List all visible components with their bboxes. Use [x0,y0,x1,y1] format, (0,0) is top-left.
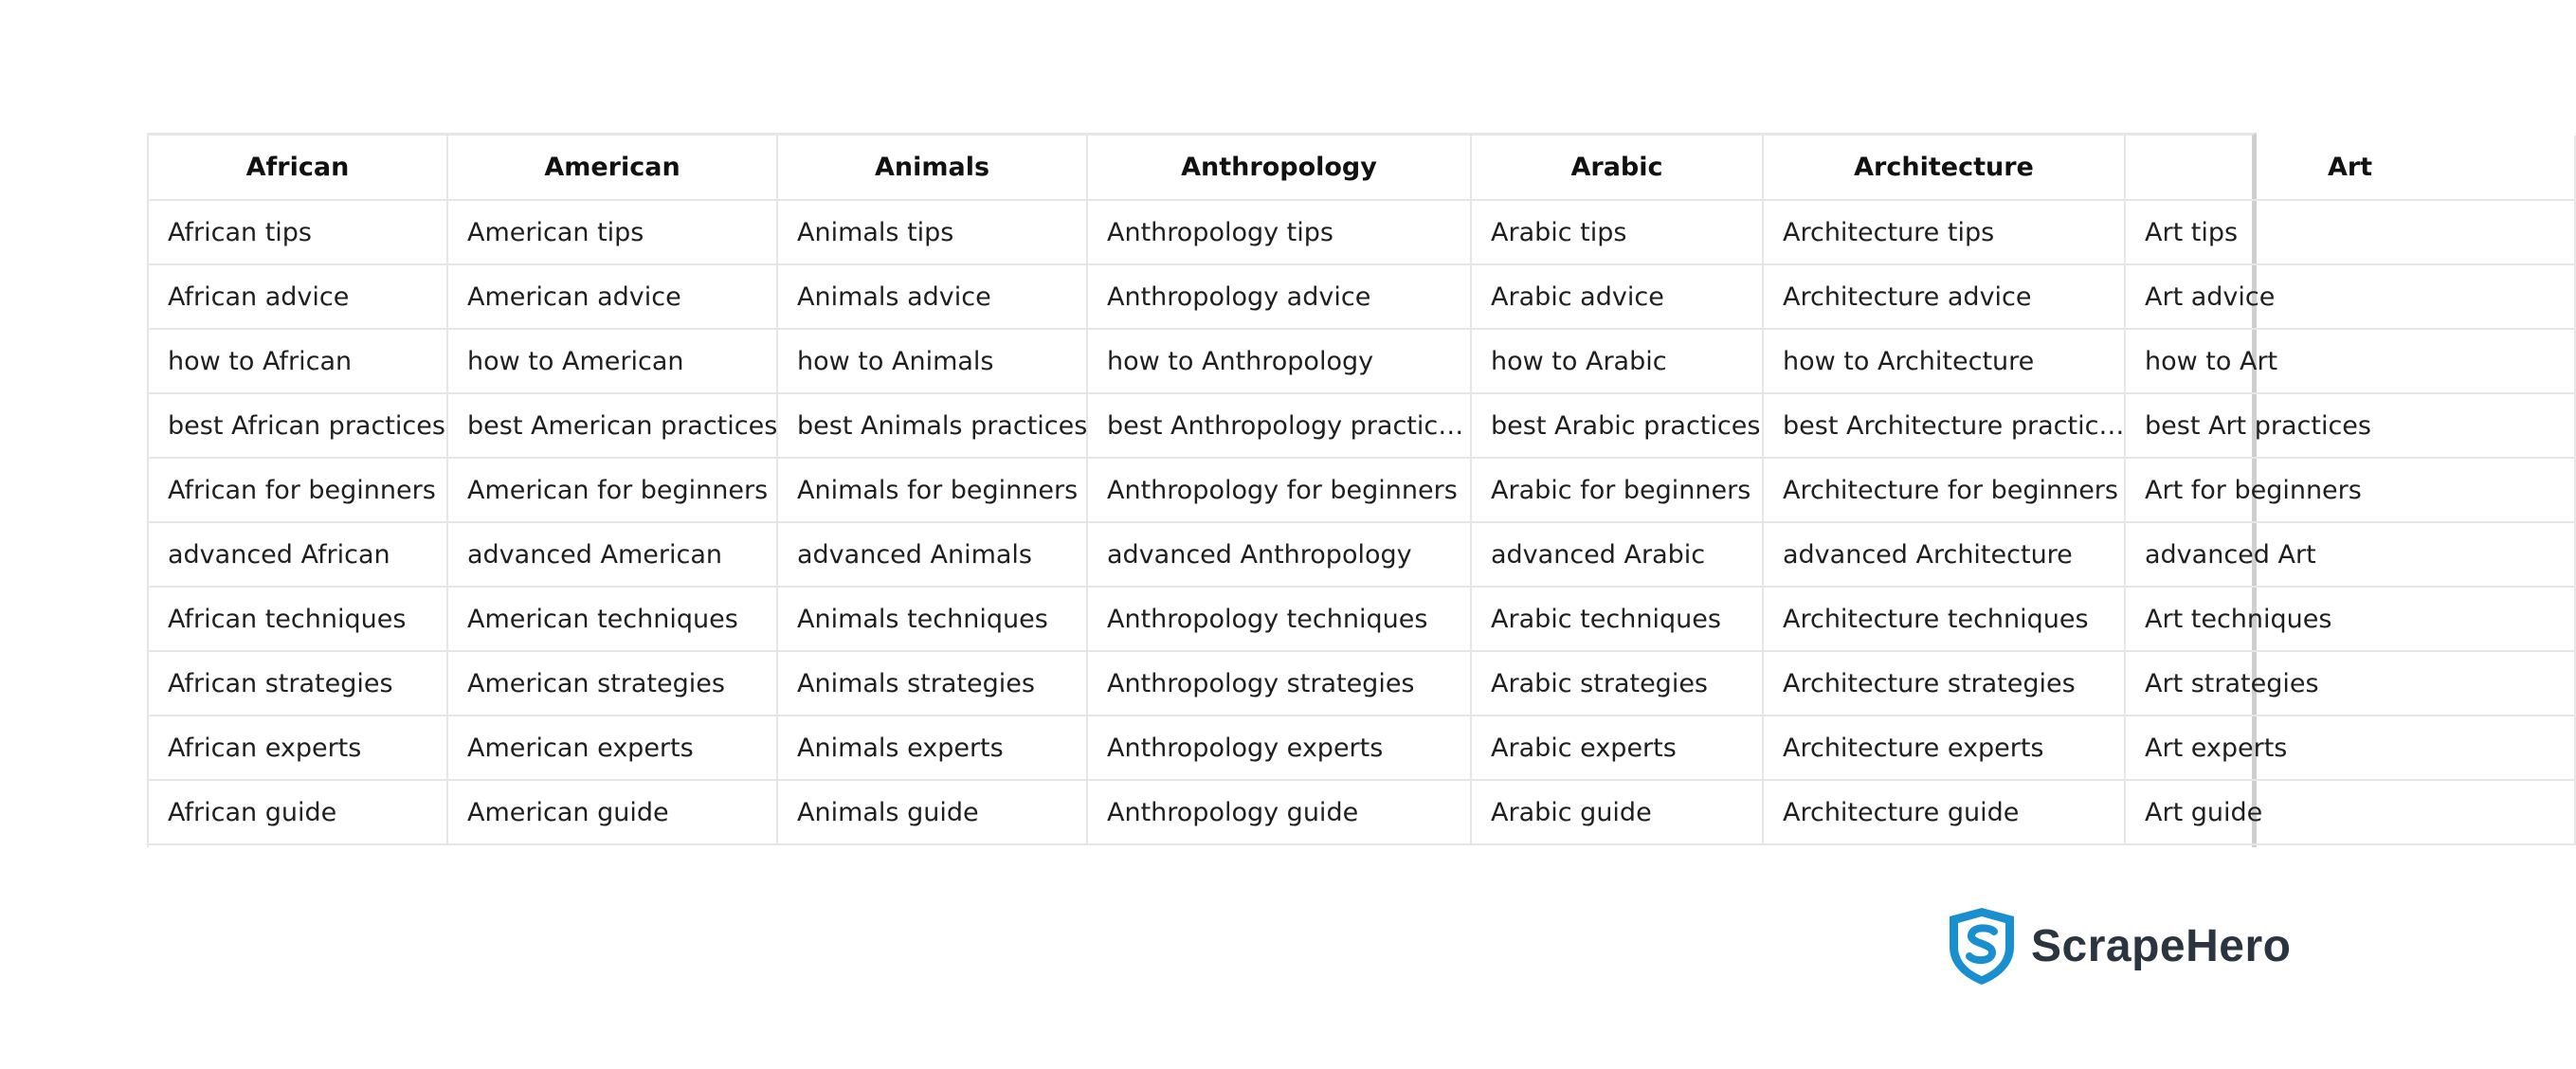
table-cell[interactable]: Animals guide [777,780,1087,844]
table-cell[interactable]: advanced Architecture [1763,522,2125,587]
table-cell[interactable]: how to Animals [777,329,1087,393]
column-header[interactable]: Architecture [1763,136,2125,200]
table-cell[interactable]: American for beginners [447,458,777,522]
table-cell[interactable]: Architecture strategies [1763,651,2125,716]
table-cell[interactable]: Art tips [2125,200,2575,264]
table-row [149,522,2575,587]
table-cell[interactable]: Animals experts [777,716,1087,780]
table-row [149,329,2575,393]
table-cell[interactable]: how to Anthropology [1087,329,1471,393]
table-cell[interactable]: African for beginners [149,458,447,522]
table-row [149,200,2575,264]
table-cell[interactable]: Architecture techniques [1763,587,2125,651]
table-cell[interactable]: American guide [447,780,777,844]
keyword-table [149,136,2576,845]
table-cell[interactable]: African tips [149,200,447,264]
data-table-viewport[interactable] [147,133,2373,847]
table-cell[interactable]: Arabic experts [1471,716,1763,780]
table-cell[interactable]: Anthropology strategies [1087,651,1471,716]
table-cell[interactable]: Animals tips [777,200,1087,264]
column-header[interactable]: Anthropology [1087,136,1471,200]
table-row [149,780,2575,844]
table-cell[interactable]: Animals for beginners [777,458,1087,522]
table-header-row [149,136,2575,200]
table-cell[interactable]: Art strategies [2125,651,2575,716]
table-cell[interactable]: advanced Art [2125,522,2575,587]
table-cell[interactable]: Arabic tips [1471,200,1763,264]
table-cell[interactable]: Architecture guide [1763,780,2125,844]
table-cell[interactable]: Animals techniques [777,587,1087,651]
table-cell[interactable]: Arabic for beginners [1471,458,1763,522]
table-cell[interactable]: Art advice [2125,264,2575,329]
column-header[interactable]: African [149,136,447,200]
table-row [149,651,2575,716]
table-cell[interactable]: African guide [149,780,447,844]
table-cell[interactable]: Architecture tips [1763,200,2125,264]
table-cell[interactable]: advanced Arabic [1471,522,1763,587]
table-cell[interactable]: Arabic techniques [1471,587,1763,651]
table-cell[interactable]: advanced Animals [777,522,1087,587]
table-cell[interactable]: Anthropology advice [1087,264,1471,329]
table-cell[interactable]: advanced Anthropology [1087,522,1471,587]
table-cell[interactable]: how to American [447,329,777,393]
table-cell[interactable]: Architecture advice [1763,264,2125,329]
table-cell[interactable]: African experts [149,716,447,780]
table-cell[interactable]: American strategies [447,651,777,716]
table-cell[interactable]: Art for beginners [2125,458,2575,522]
table-cell[interactable]: Anthropology experts [1087,716,1471,780]
logo-text: ScrapeHero [2031,920,2292,971]
table-cell[interactable]: best Arabic practices [1471,393,1763,458]
table-cell[interactable]: advanced African [149,522,447,587]
table-cell[interactable]: American techniques [447,587,777,651]
table-cell[interactable]: Animals advice [777,264,1087,329]
table-cell[interactable]: best Animals practices [777,393,1087,458]
table-cell[interactable]: Architecture experts [1763,716,2125,780]
table-cell[interactable]: how to Architecture [1763,329,2125,393]
table-cell[interactable]: how to Arabic [1471,329,1763,393]
column-header[interactable]: Arabic [1471,136,1763,200]
shield-s-icon [1946,905,2018,987]
table-cell[interactable]: best American practices [447,393,777,458]
table-cell[interactable]: Art techniques [2125,587,2575,651]
table-cell[interactable]: American experts [447,716,777,780]
table-cell[interactable]: Arabic strategies [1471,651,1763,716]
scrapehero-logo [1946,905,2291,987]
table-cell[interactable]: American tips [447,200,777,264]
table-cell[interactable]: American advice [447,264,777,329]
column-header[interactable]: American [447,136,777,200]
table-cell[interactable]: best Architecture practic… [1763,393,2125,458]
table-cell[interactable]: Animals strategies [777,651,1087,716]
table-cell[interactable]: Anthropology tips [1087,200,1471,264]
table-cell[interactable]: Arabic guide [1471,780,1763,844]
table-cell[interactable]: Anthropology for beginners [1087,458,1471,522]
table-row [149,393,2575,458]
table-cell[interactable]: best Art practices [2125,393,2575,458]
table-cell[interactable]: Art guide [2125,780,2575,844]
table-cell[interactable]: how to African [149,329,447,393]
column-header[interactable]: Animals [777,136,1087,200]
table-row [149,587,2575,651]
table-cell[interactable]: best Anthropology practic… [1087,393,1471,458]
table-cell[interactable]: African techniques [149,587,447,651]
table-row [149,716,2575,780]
table-cell[interactable]: best African practices [149,393,447,458]
table-cell[interactable]: Anthropology guide [1087,780,1471,844]
table-cell[interactable]: Anthropology techniques [1087,587,1471,651]
table-row [149,264,2575,329]
column-header[interactable]: Art [2125,136,2575,200]
table-row [149,458,2575,522]
table-cell[interactable]: Art experts [2125,716,2575,780]
table-cell[interactable]: African strategies [149,651,447,716]
table-cell[interactable]: African advice [149,264,447,329]
table-cell[interactable]: Architecture for beginners [1763,458,2125,522]
table-cell[interactable]: Arabic advice [1471,264,1763,329]
table-cell[interactable]: advanced American [447,522,777,587]
table-cell[interactable]: how to Art [2125,329,2575,393]
